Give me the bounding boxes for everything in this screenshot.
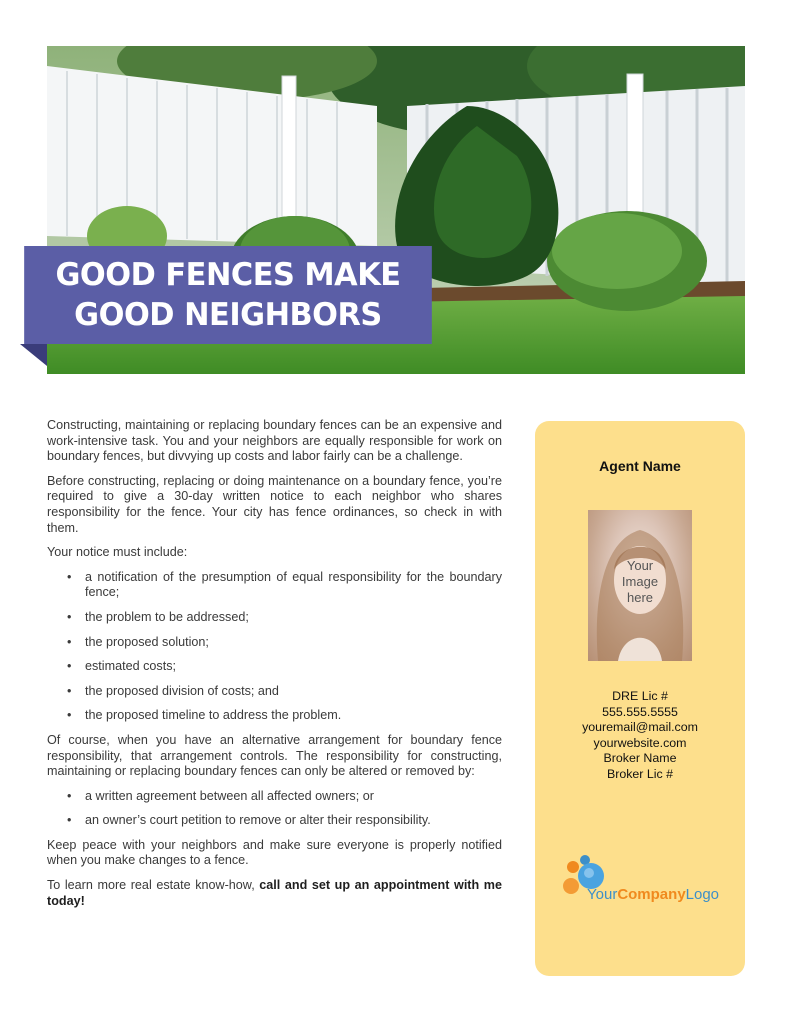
notice-requirement-paragraph: Before constructing, replacing or doing maintenance on a boundary fence, you’re required to give a 30-day written notice to each neighbor who shares responsibility for the fence. Your city has fence ordinances, so check in with them. — [47, 473, 502, 535]
removal-items-list — [47, 789, 502, 829]
broker-name: Broker Name — [603, 751, 677, 765]
logo-your: Your — [587, 886, 618, 903]
photo-label-line: here — [626, 590, 654, 605]
peace-paragraph: Keep peace with your neighbors and make sure everyone is properly notified when you make changes to a fence. — [47, 837, 502, 868]
agent-name: Agent Name — [599, 458, 681, 474]
list-item: • the proposed solution; — [85, 635, 502, 651]
list-item: • estimated costs; — [85, 659, 502, 675]
logo-company: Company — [617, 886, 686, 903]
photo-label-line: Image — [621, 574, 659, 589]
call-to-action — [47, 878, 502, 909]
dre-license: DRE Lic # — [612, 689, 668, 703]
photo-label-line: Your — [626, 558, 654, 573]
headline-banner — [24, 246, 432, 344]
headline-title: GOOD FENCES MAKE GOOD NEIGHBORS — [55, 257, 401, 333]
arrangement-paragraph: Of course, when you have an alternative arrangement for boundary fence responsibility, that arrangement controls. The responsibility for constructing, maintaining or replacing boundary fences can only be altered or removed by: — [47, 732, 502, 779]
list-item: • the proposed division of costs; and — [85, 684, 502, 700]
agent-website[interactable]: yourwebsite.com — [593, 735, 687, 750]
logo-logo: Logo — [685, 886, 720, 903]
article-body — [47, 418, 502, 918]
list-item: • a written agreement between all affected owners; or — [85, 789, 502, 805]
broker-license: Broker Lic # — [606, 766, 674, 781]
agent-sidebar — [535, 421, 745, 976]
agent-contact-block — [535, 689, 745, 782]
list-item: • the proposed timeline to address the problem. — [85, 708, 502, 724]
notice-items-list — [47, 570, 502, 724]
list-item: • the problem to be addressed; — [85, 610, 502, 626]
logo-wordmark — [587, 886, 719, 903]
cta-lead: To learn more real estate know-how, — [47, 878, 260, 893]
intro-paragraph: Constructing, maintaining or replacing boundary fences can be an expensive and work-intensive task. You and your neighbors are equally responsible for work on boundary fences, but divvying up costs and labor fairly can be a challenge. — [47, 418, 502, 464]
logo-bubbles-icon — [561, 853, 621, 913]
photo-label — [588, 558, 692, 606]
agent-email[interactable]: youremail@mail.com — [582, 720, 698, 734]
banner-fold — [20, 344, 47, 366]
agent-photo-placeholder — [588, 510, 692, 661]
company-logo — [561, 853, 731, 913]
notice-list-heading: Your notice must include: — [47, 545, 188, 560]
agent-phone[interactable]: 555.555.5555 — [602, 704, 678, 719]
list-item: • a notification of the presumption of equal responsibility for the boundary fence; — [85, 570, 502, 601]
list-item: • an owner’s court petition to remove or alter their responsibility. — [85, 813, 502, 829]
cta-bold-text: call and set up an appointment with me today! — [47, 878, 502, 908]
